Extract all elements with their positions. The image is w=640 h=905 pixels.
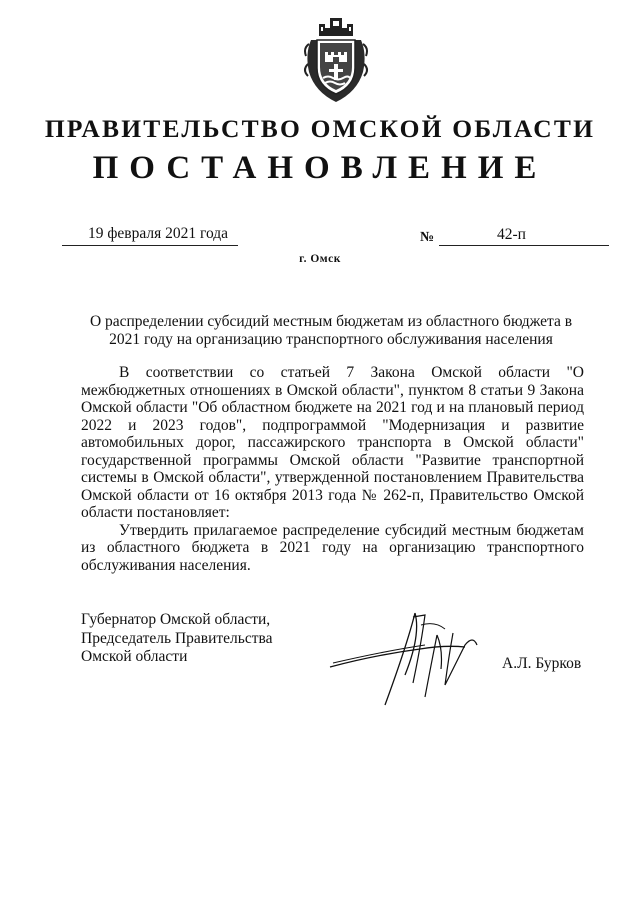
signatory-title-line: Губернатор Омской области,	[81, 611, 271, 628]
coat-of-arms-icon	[303, 14, 369, 104]
city: г. Омск	[299, 253, 341, 265]
signatory-title-line: Председатель Правительства	[81, 629, 273, 647]
document-body	[81, 364, 584, 574]
number-label: №	[420, 230, 435, 245]
handwritten-signature-icon	[325, 605, 495, 715]
document-date: 19 февраля 2021 года	[88, 225, 229, 242]
signatory-name: А.Л. Бурков	[502, 655, 582, 672]
number-field	[439, 226, 609, 246]
document-subject: О распределении субсидий местным бюджетам из областного бюджета в 2021 году на организацию транспортного обслуживания населения	[89, 313, 573, 348]
document-number: 42-п	[497, 226, 526, 243]
document-type-title: ПОСТАНОВЛЕНИЕ	[92, 150, 548, 186]
government-title: ПРАВИТЕЛЬСТВО ОМСКОЙ ОБЛАСТИ	[44, 114, 596, 143]
body-paragraph: Утвердить прилагаемое распределение субсидий местным бюджетам из областного бюджета в 2021 году на организацию транспортного обслуживания населения.	[81, 521, 584, 574]
signatory-title-line: Омской области	[81, 648, 188, 665]
signatory-title	[81, 611, 273, 667]
date-field	[62, 225, 238, 246]
body-paragraph: В соответствии со статьей 7 Закона Омской области "О межбюджетных отношениях в Омской области", пунктом 8 статьи 9 Закона Омской области "Об областном бюджете на 2021 год и на плановый период 2022 и 2023 годов", подпрограммой "Модернизация и развитие автомобильных дорог, пассажирского транспорта в Омской области" государственной программы Омской области "Развитие транспортной системы в Омской области", утвержденной постановлением Правительства Омской области от 16 октября 2013 года № 262-п, Правительство Омской области постановляет:	[81, 364, 584, 521]
